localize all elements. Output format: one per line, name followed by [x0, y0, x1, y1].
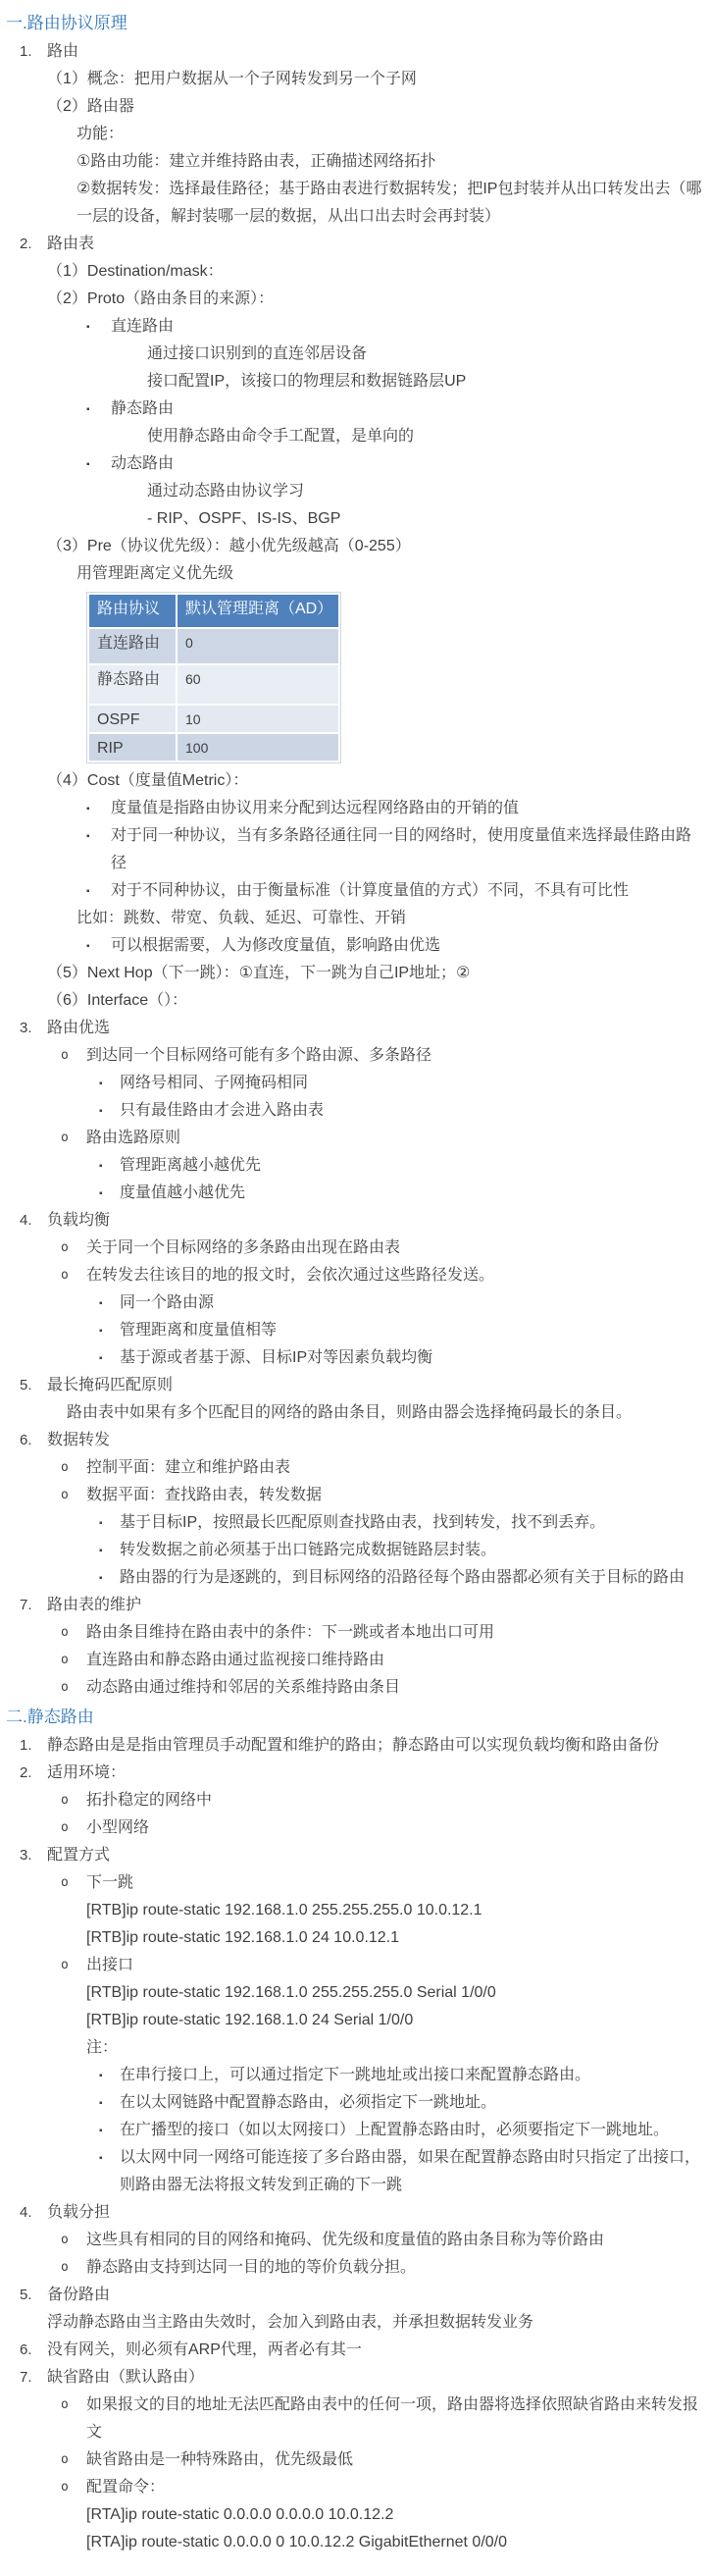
line-text: 路由器的行为是逐跳的，到目标网络的沿路径每个路由器都必须有关于目标的路由 [120, 1569, 685, 1586]
numbered-item [0, 1372, 706, 1399]
square-bullet-icon: ▪ [99, 2098, 103, 2109]
square-bullet-icon: ▪ [99, 1353, 103, 1364]
line-text: 直连路由和静态路由通过监视接口维持路由 [86, 1652, 385, 1668]
circle-bullet-icon: o [61, 2233, 69, 2247]
square-bullet-icon: ▪ [86, 886, 90, 897]
line-text: 路由 [47, 43, 79, 60]
bullet-item [0, 1647, 706, 1674]
line-text: 备份路由 [47, 2287, 111, 2303]
line-text: 到达同一个目标网络可能有多个路由源、多条路径 [86, 1047, 432, 1064]
line-text: 数据平面：查找路由表，转发数据 [86, 1487, 323, 1503]
table-header-cell: 路由协议 [89, 595, 176, 627]
config-command [0, 1897, 706, 1924]
square-bullet-icon: ▪ [86, 804, 90, 815]
item-number: 1. [20, 1737, 32, 1754]
bullet-item [0, 450, 706, 478]
circle-bullet-icon: o [61, 2397, 69, 2412]
line-text: 通过接口识别到的直连邻居设备 [147, 345, 368, 362]
line-text: 一.路由协议原理 [6, 14, 127, 32]
square-bullet-icon: ▪ [99, 1106, 103, 1117]
text-line [0, 505, 706, 533]
bullet-item [0, 1180, 706, 1207]
config-command [0, 2007, 706, 2034]
numbered-item [0, 1207, 706, 1235]
line-text: 路由选路原则 [86, 1130, 181, 1146]
protocol-cell: RIP [89, 734, 176, 761]
bullet-item [0, 313, 706, 341]
square-bullet-icon: ▪ [99, 2071, 103, 2081]
line-text: 没有网关，则必须有ARP代理，两者必有其一 [47, 2341, 362, 2358]
circle-bullet-icon: o [61, 1820, 69, 1835]
table-row [89, 734, 338, 761]
line-text: 数据转发 [47, 1432, 111, 1448]
line-text: 适用环境： [47, 1764, 127, 1781]
circle-bullet-icon: o [61, 1653, 69, 1667]
numbered-item [0, 1592, 706, 1619]
paren-item [0, 258, 706, 286]
bullet-item [0, 2446, 706, 2474]
bullet-item [0, 1262, 706, 1289]
line-text: 路由表 [47, 236, 95, 252]
line-text: （4）Cost（度量值Metric）： [47, 772, 249, 789]
square-bullet-icon: ▪ [99, 1161, 103, 1172]
numbered-item [0, 1842, 706, 1869]
ad-value-cell: 100 [178, 734, 338, 761]
line-text: （1）Destination/mask： [47, 263, 224, 280]
table-header-row [89, 595, 338, 627]
ad-value-cell: 60 [178, 665, 338, 704]
bullet-item [0, 2474, 706, 2501]
text-line [0, 121, 706, 148]
text-line [0, 176, 706, 231]
line-text: 缺省路由是一种特殊路由，优先级最低 [86, 2451, 354, 2468]
item-number: 7. [20, 1597, 32, 1613]
line-text: 小型网络 [86, 1819, 150, 1836]
bullet-item [0, 822, 706, 877]
line-text: [RTB]ip route-static 192.168.1.0 255.255.255.0 Serial 1/0/0 [86, 1984, 496, 2001]
bullet-item [0, 1952, 706, 1979]
square-bullet-icon: ▪ [86, 404, 90, 415]
square-bullet-icon: ▪ [99, 2153, 103, 2164]
line-text: 关于同一个目标网络的多条路由出现在路由表 [86, 1239, 401, 1256]
line-text: 负载均衡 [47, 1212, 111, 1229]
numbered-item [0, 2199, 706, 2227]
line-text: 路由表的维护 [47, 1597, 142, 1613]
square-bullet-icon: ▪ [86, 322, 90, 333]
bullet-item [0, 1482, 706, 1509]
bullet-item [0, 2062, 706, 2089]
bullet-item [0, 1317, 706, 1344]
protocol-cell: OSPF [89, 706, 176, 732]
line-text: 基于源或者基于源、目标IP对等因素负载均衡 [120, 1349, 433, 1366]
line-text: 在以太网链路中配置静态路由，必须指定下一跳地址。 [120, 2094, 497, 2111]
square-bullet-icon: ▪ [99, 1078, 103, 1089]
numbered-item [0, 2364, 706, 2392]
paren-item [0, 286, 706, 313]
numbered-item [0, 1015, 706, 1042]
line-text: 静态路由是是指由管理员手动配置和维护的路由；静态路由可以实现负载均衡和路由备份 [47, 1737, 660, 1754]
line-text: 度量值越小越优先 [120, 1184, 246, 1201]
item-number: 2. [20, 1764, 32, 1781]
bullet-item [0, 1509, 706, 1537]
text-line [0, 368, 706, 395]
line-text: 路由优选 [47, 1020, 111, 1036]
line-text: 负载分担 [47, 2204, 111, 2221]
paren-item [0, 93, 706, 121]
paren-item [0, 767, 706, 795]
paren-item [0, 960, 706, 987]
line-text: 比如：跳数、带宽、负载、延迟、可靠性、开销 [76, 910, 407, 926]
line-text: 使用静态路由命令手工配置，是单向的 [147, 428, 415, 445]
line-text: 管理距离和度量值相等 [120, 1322, 278, 1339]
line-text: 出接口 [86, 1957, 134, 1973]
line-text: 路由条目维持在路由表中的条件：下一跳或者本地出口可用 [86, 1624, 495, 1641]
line-text: 接口配置IP，该接口的物理层和数据链路层UP [147, 373, 467, 390]
circle-bullet-icon: o [61, 1875, 69, 1890]
bullet-item [0, 1619, 706, 1647]
line-text: 在广播型的接口（如以太网接口）上配置静态路由时，必须要指定下一跳地址。 [120, 2122, 670, 2138]
line-text: [RTA]ip route-static 0.0.0.0 0.0.0.0 10.0.12.2 [86, 2506, 394, 2523]
config-command [0, 2501, 706, 2529]
circle-bullet-icon: o [61, 1048, 69, 1063]
paren-item [0, 66, 706, 93]
line-text: 对于不同种协议，由于衡量标准（计算度量值的方式）不同，不具有可比性 [111, 882, 630, 899]
bullet-item [0, 2227, 706, 2254]
paren-item [0, 987, 706, 1015]
line-text: 只有最佳路由才会进入路由表 [120, 1102, 325, 1119]
circle-bullet-icon: o [61, 1268, 69, 1283]
bullet-item [0, 877, 706, 905]
bullet-item [0, 1814, 706, 1842]
item-number: 4. [20, 2204, 32, 2221]
line-text: [RTA]ip route-static 0.0.0.0 0 10.0.12.2 GigabitEthernet 0/0/0 [86, 2534, 507, 2550]
circle-bullet-icon: o [61, 2480, 69, 2495]
line-text: 用管理距离定义优先级 [76, 565, 234, 582]
paren-item [0, 2309, 706, 2337]
line-text: 这些具有相同的目的网络和掩码、优先级和度量值的路由条目称为等价路由 [86, 2232, 605, 2248]
bullet-item [0, 2392, 706, 2446]
bullet-item [0, 1152, 706, 1180]
bullet-item [0, 1289, 706, 1317]
text-line [0, 905, 706, 932]
bullet-item [0, 1537, 706, 1564]
line-text: 浮动静态路由当主路由失效时，会加入到路由表，并承担数据转发业务 [47, 2314, 534, 2331]
paren-item [0, 533, 706, 560]
ad-value-cell: 10 [178, 706, 338, 732]
line-text: 最长掩码匹配原则 [47, 1377, 174, 1393]
line-text: 二.静态路由 [6, 1708, 94, 1726]
text-line [0, 560, 706, 588]
config-command [0, 1924, 706, 1952]
line-text: 静态路由支持到达同一目的地的等价负载分担。 [86, 2259, 417, 2276]
item-number: 5. [20, 1377, 32, 1393]
line-text: 功能： [76, 126, 125, 142]
line-text: （2）Proto（路由条目的来源）： [47, 290, 275, 307]
line-text: 控制平面：建立和维护路由表 [86, 1459, 291, 1476]
item-number: 3. [20, 1847, 32, 1864]
protocol-cell: 静态路由 [89, 665, 176, 704]
text-line [0, 478, 706, 505]
line-text: 如果报文的目的地址无法匹配路由表中的任何一项，路由器将选择依照缺省路由来转发报文 [86, 2396, 699, 2441]
item-number: 3. [20, 1020, 32, 1036]
line-text: 可以根据需要，人为修改度量值，影响路由优选 [111, 937, 441, 954]
config-command [0, 1979, 706, 2007]
numbered-item [0, 38, 706, 66]
line-text: 拓扑稳定的网络中 [86, 1792, 213, 1809]
bullet-item [0, 2254, 706, 2282]
line-text: 网络号相同、子网掩码相同 [120, 1075, 309, 1091]
line-text: 转发数据之前必须基于出口链路完成数据链路层封装。 [120, 1542, 497, 1558]
line-text: 在转发去往该目的地的报文时，会依次通过这些路径发送。 [86, 1267, 495, 1284]
line-text: 动态路由 [111, 455, 175, 472]
circle-bullet-icon: o [61, 1793, 69, 1808]
bullet-item [0, 1869, 706, 1897]
line-text: 缺省路由（默认路由） [47, 2369, 205, 2386]
section-heading [0, 9, 706, 38]
circle-bullet-icon: o [61, 1488, 69, 1502]
line-text: 下一跳 [86, 1874, 134, 1891]
square-bullet-icon: ▪ [86, 941, 90, 952]
line-text: ①路由功能：建立并维持路由表，正确描述网络拓扑 [76, 153, 436, 170]
square-bullet-icon: ▪ [86, 831, 90, 842]
config-command [0, 2529, 706, 2556]
table-header-cell: 默认管理距离（AD） [178, 595, 338, 627]
bullet-item [0, 395, 706, 423]
item-number: 2. [20, 236, 32, 252]
item-number: 7. [20, 2369, 32, 2386]
table-row [89, 706, 338, 732]
bullet-item [0, 1097, 706, 1125]
bullet-item [0, 795, 706, 822]
line-text: 通过动态路由协议学习 [147, 483, 305, 499]
text-line [0, 148, 706, 176]
line-text: - RIP、OSPF、IS-IS、BGP [147, 510, 341, 527]
numbered-item [0, 1427, 706, 1454]
note-label [0, 2034, 706, 2062]
circle-bullet-icon: o [61, 1958, 69, 1972]
line-text: 动态路由通过维持和邻居的关系维持路由条目 [86, 1679, 401, 1696]
item-number: 6. [20, 2341, 32, 2358]
square-bullet-icon: ▪ [99, 1298, 103, 1309]
line-text: （2）路由器 [47, 98, 134, 115]
line-text: [RTB]ip route-static 192.168.1.0 24 10.0.12.1 [86, 1929, 400, 1946]
numbered-item [0, 2282, 706, 2309]
line-text: （6）Interface（）： [47, 992, 188, 1009]
text-line [0, 423, 706, 450]
line-text: 路由表中如果有多个匹配目的网络的路由条目，则路由器会选择掩码最长的条目。 [67, 1404, 633, 1421]
square-bullet-icon: ▪ [99, 1546, 103, 1556]
line-text: 以太网中同一网络可能连接了多台路由器，如果在配置静态路由时只指定了出接口，则路由器无法将报文转发到正确的下一跳 [120, 2149, 701, 2193]
line-text: ②数据转发：选择最佳路径；基于路由表进行数据转发；把IP包封装并从出口转发出去（哪一层的设备，解封装哪一层的数据，从出口出去时会再封装） [76, 181, 702, 225]
line-text: 静态路由 [111, 400, 175, 417]
line-text: [RTB]ip route-static 192.168.1.0 255.255.255.0 10.0.12.1 [86, 1902, 482, 1919]
line-text: 对于同一种协议，当有多条路径通往同一目的网络时，使用度量值来选择最佳路由路径 [111, 827, 692, 871]
circle-bullet-icon: o [61, 2260, 69, 2275]
square-bullet-icon: ▪ [99, 1518, 103, 1529]
bullet-item [0, 1235, 706, 1262]
numbered-item [0, 231, 706, 258]
circle-bullet-icon: o [61, 1240, 69, 1255]
square-bullet-icon: ▪ [99, 2126, 103, 2136]
numbered-item [0, 1760, 706, 1787]
circle-bullet-icon: o [61, 1625, 69, 1640]
line-text: 同一个路由源 [120, 1294, 215, 1311]
bullet-item [0, 1070, 706, 1097]
bullet-item [0, 2089, 706, 2117]
protocol-cell: 直连路由 [89, 629, 176, 663]
line-text: 配置命令： [86, 2479, 166, 2496]
table-row [89, 629, 338, 663]
line-text: （1）概念：把用户数据从一个子网转发到另一个子网 [47, 71, 417, 87]
line-text: 基于目标IP，按照最长匹配原则查找路由表，找到转发，找不到丢弃。 [120, 1514, 606, 1531]
line-text: 在串行接口上，可以通过指定下一跳地址或出接口来配置静态路由。 [120, 2067, 591, 2083]
section-heading [0, 1703, 706, 1732]
bullet-item [0, 1125, 706, 1152]
item-number: 4. [20, 1212, 32, 1229]
line-text: （5）Next Hop（下一跳）：①直连，下一跳为自己IP地址；② [47, 965, 471, 981]
line-text: [RTB]ip route-static 192.168.1.0 24 Serial 1/0/0 [86, 2012, 414, 2028]
circle-bullet-icon: o [61, 1130, 69, 1145]
numbered-item [0, 1732, 706, 1760]
square-bullet-icon: ▪ [86, 459, 90, 470]
line-text: 注： [86, 2039, 119, 2056]
text-line [0, 1399, 706, 1427]
item-number: 6. [20, 1432, 32, 1448]
square-bullet-icon: ▪ [99, 1188, 103, 1199]
square-bullet-icon: ▪ [99, 1573, 103, 1584]
line-text: 配置方式 [47, 1847, 111, 1864]
line-text: 直连路由 [111, 318, 175, 335]
bullet-item [0, 2144, 706, 2199]
square-bullet-icon: ▪ [99, 1326, 103, 1337]
line-text: 管理距离越小越优先 [120, 1157, 262, 1174]
table-row [89, 665, 338, 704]
bullet-item [0, 1344, 706, 1372]
bullet-item [0, 1787, 706, 1814]
bullet-item [0, 1454, 706, 1482]
bullet-item [0, 1674, 706, 1702]
line-text: 度量值是指路由协议用来分配到达远程网络路由的开销的值 [111, 800, 520, 816]
bullet-item [0, 1564, 706, 1592]
ad-table-wrap [86, 592, 706, 763]
ad-table [86, 592, 341, 763]
bullet-item [0, 932, 706, 960]
bullet-item [0, 1042, 706, 1070]
bullet-item [0, 2117, 706, 2144]
ad-value-cell: 0 [178, 629, 338, 663]
item-number: 1. [20, 43, 32, 60]
circle-bullet-icon: o [61, 1460, 69, 1475]
circle-bullet-icon: o [61, 1680, 69, 1695]
numbered-item [0, 2337, 706, 2364]
text-line [0, 341, 706, 368]
item-number: 5. [20, 2287, 32, 2303]
circle-bullet-icon: o [61, 2452, 69, 2467]
line-text: （3）Pre（协议优先级）：越小优先级越高（0-255） [47, 538, 411, 554]
